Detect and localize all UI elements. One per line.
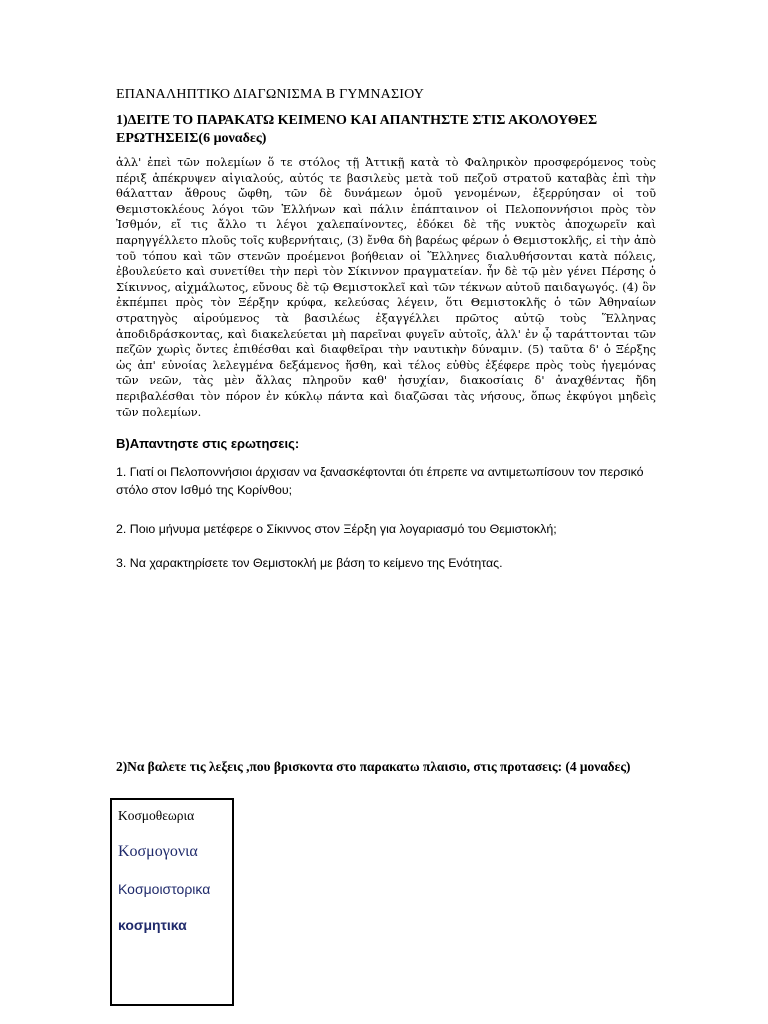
question-1: 1. Γιατί οι Πελοποννήσιοι άρχισαν να ξανασκέφτονται ότι έπρεπε να αντιμετωπίσουν τον περσικό στόλο στον Ισθμό της Κορίνθου; bbox=[116, 465, 644, 497]
question-3: 3. Να χαρακτηρίσετε τον Θεμιστοκλή με βάση το κείμενο της Ενότητας. bbox=[116, 556, 503, 570]
ancient-greek-passage: ἀλλ' ἐπεὶ τῶν πολεμίων ὅ τε στόλος τῇ Ἀττικῇ κατὰ τὸ Φαληρικὸν προσφερόμενος τοὺς πέριξ ἀπέκρυψεν αἰγιαλούς, αὐτός τε βασιλεὺς μετὰ τοῦ πεζοῦ στρατοῦ καταβὰς ἐπὶ τὴν θάλατταν ἄθρους ὤφθη, τῶν δὲ δυνάμεων ὁμοῦ γενομένων, ἐξερρύησαν οἱ τοῦ Θεμιστοκλέους λόγοι τῶν Ἑλλήνων καὶ πάλιν ἐπάπταινον οἱ Πελοποννήσιοι πρὸς τὸν Ἰσθμόν, εἴ τις ἄλλο τι λέγοι χαλεπαίνοντες, ἐδόκει δὲ τῆς νυκτὸς ἀποχωρεῖν καὶ παρηγγέλλετο πλοῦς τοῖς κυβερνήταις, (3) ἔνθα δὴ βαρέως φέρων ὁ Θεμιστοκλῆς, εἰ τὴν ἀπὸ τοῦ τόπου καὶ τῶν στενῶν προέμενοι βοήθειαν οἱ Ἕλληνες διαλυθήσονται κατὰ πόλεις, ἐβουλεύετο καὶ συνετίθει τὴν περὶ τὸν Σίκιννον πραγματείαν. ἦν δὲ τῷ μὲν γένει Πέρσης ὁ Σίκιννος, αἰχμάλωτος, εὔνους δὲ τῷ Θεμιστοκλεῖ καὶ τῶν τέκνων αὐτοῦ παιδαγωγός. (4) ὃν ἐκπέμπει πρὸς τὸν Ξέρξην κρύφα, κελεύσας λέγειν, ὅτι Θεμιστοκλῆς ὁ τῶν Ἀθηναίων στρατηγὸς αἱρούμενος τὰ βασιλέως ἐξαγγέλλει πρῶτος αὐτῷ τοὺς Ἕλληνας ἀποδιδράσκοντας, καὶ διακελεύεται μὴ παρεῖναι φυγεῖν αὐτοῖς, ἀλλ' ἐν ᾧ ταράττονται τῶν πεζῶν χωρὶς ὄντες ἐπιθέσθαι καὶ διαφθεῖραι τὴν ναυτικὴν δύναμιν. (5) ταῦτα δ' ὁ Ξέρξης ὡς ἀπ' εὐνοίας λελεγμένα δεξάμενος ἥσθη, καὶ τέλος εὐθὺς ἐξέφερε πρὸς τοὺς ἡγεμόνας τῶν νεῶν, τὰς μὲν ἄλλας πληροῦν καθ' ἡσυχίαν, διακοσίαις δ' ἀναχθέντας ἤδη περιβαλέσθαι τὸν πόρον ἐν κύκλῳ πάντα καὶ διαζῶσαι τὰς νήσους, ὅπως ἐκφύγοι μηδεὶς τῶν πολεμίων. bbox=[116, 155, 656, 419]
exercise-1-heading: 1)ΔΕΙΤΕ ΤΟ ΠΑΡΑΚΑΤΩ ΚΕΙΜΕΝΟ ΚΑΙ ΑΠΑΝΤΗΣΤΕ ΣΤΙΣ ΑΚΟΛΟΥΘΕΣ ΕΡΩΤΗΣΕΙΣ(6 μοναδες) bbox=[116, 113, 598, 146]
word-box-item: Κοσμοθεωρια bbox=[118, 808, 195, 823]
question-2: 2. Ποιο μήνυμα μετέφερε ο Σίκιννος στον Ξέρξη για λογαριασμό του Θεμιστοκλή; bbox=[116, 522, 557, 536]
section-b-heading: Β)Απαντηστε στις ερωτησεις: bbox=[116, 436, 300, 451]
word-box-item: Κοσμογονια bbox=[118, 843, 198, 860]
word-box-item: κοσμητικα bbox=[118, 917, 187, 933]
word-box bbox=[110, 798, 234, 1006]
document-title: ΕΠΑΝΑΛΗΠΤΙΚΟ ΔΙΑΓΩΝΙΣΜΑ Β ΓΥΜΝΑΣΙΟΥ bbox=[116, 87, 425, 102]
exercise-2-heading: 2)Να βαλετε τις λεξεις ,που βρισκοντα στο παρακατω πλαισιο, στις προτασεις: (4 μοναδες) bbox=[116, 759, 631, 774]
word-box-item: Κοσμοιστορικα bbox=[118, 881, 211, 897]
